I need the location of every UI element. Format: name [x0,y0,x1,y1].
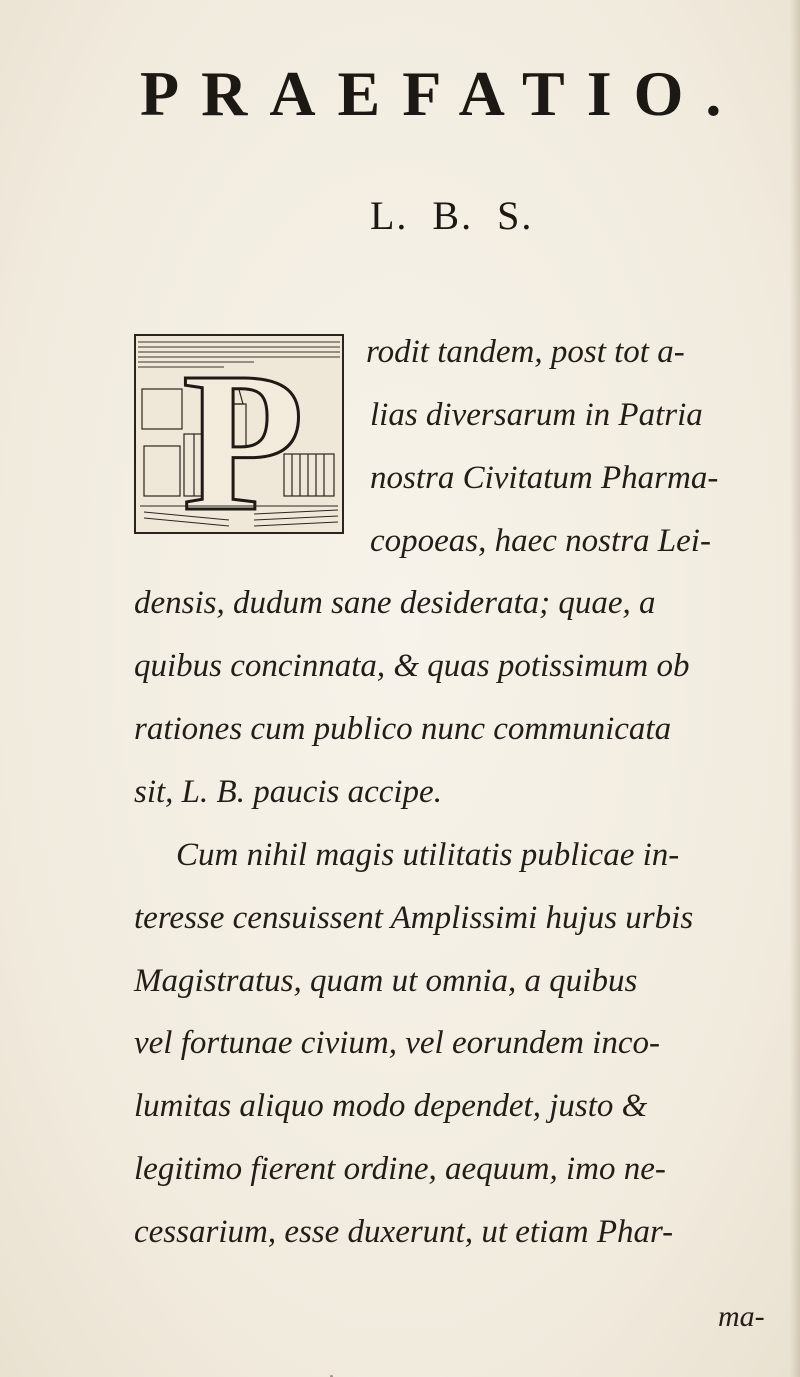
text-line-4: copoeas, haec nostra Lei- [370,523,711,559]
text-line-6: quibus concinnata, & quas potissimum ob [134,648,690,684]
page-title: PRAEFATIO. [140,58,744,129]
decorated-initial [134,334,344,534]
text-line-2: lias diversarum in Patria [370,397,703,433]
text-line-10: teresse censuissent Amplissimi hujus urbis [134,900,694,936]
text-line-14: legitimo fierent ordine, aequum, imo ne- [134,1151,666,1187]
text-line-3: nostra Civitatum Pharma- [370,460,719,496]
text-line-15: cessarium, esse duxerunt, ut etiam Phar- [134,1214,674,1250]
text-line-11: Magistratus, quam ut omnia, a quibus [134,963,638,999]
catchword: ma- [718,1300,765,1333]
text-line-5: densis, dudum sane desiderata; quae, a [134,585,656,621]
text-line-13: lumitas aliquo modo dependet, justo & [134,1088,648,1124]
address-subtitle: L. B. S. [370,193,534,238]
decorated-initial-illustration [134,334,344,534]
text-line-12: vel fortunae civium, vel eorundem inco- [134,1025,660,1061]
initial-letter: P [182,334,305,534]
text-line-1: rodit tandem, post tot a- [366,334,685,370]
text-line-9: Cum nihil magis utilitatis publicae in- [176,837,680,873]
page-edge-shadow [790,0,800,1377]
text-line-7: rationes cum publico nunc communicata [134,711,672,747]
text-line-8: sit, L. B. paucis accipe. [134,774,442,810]
